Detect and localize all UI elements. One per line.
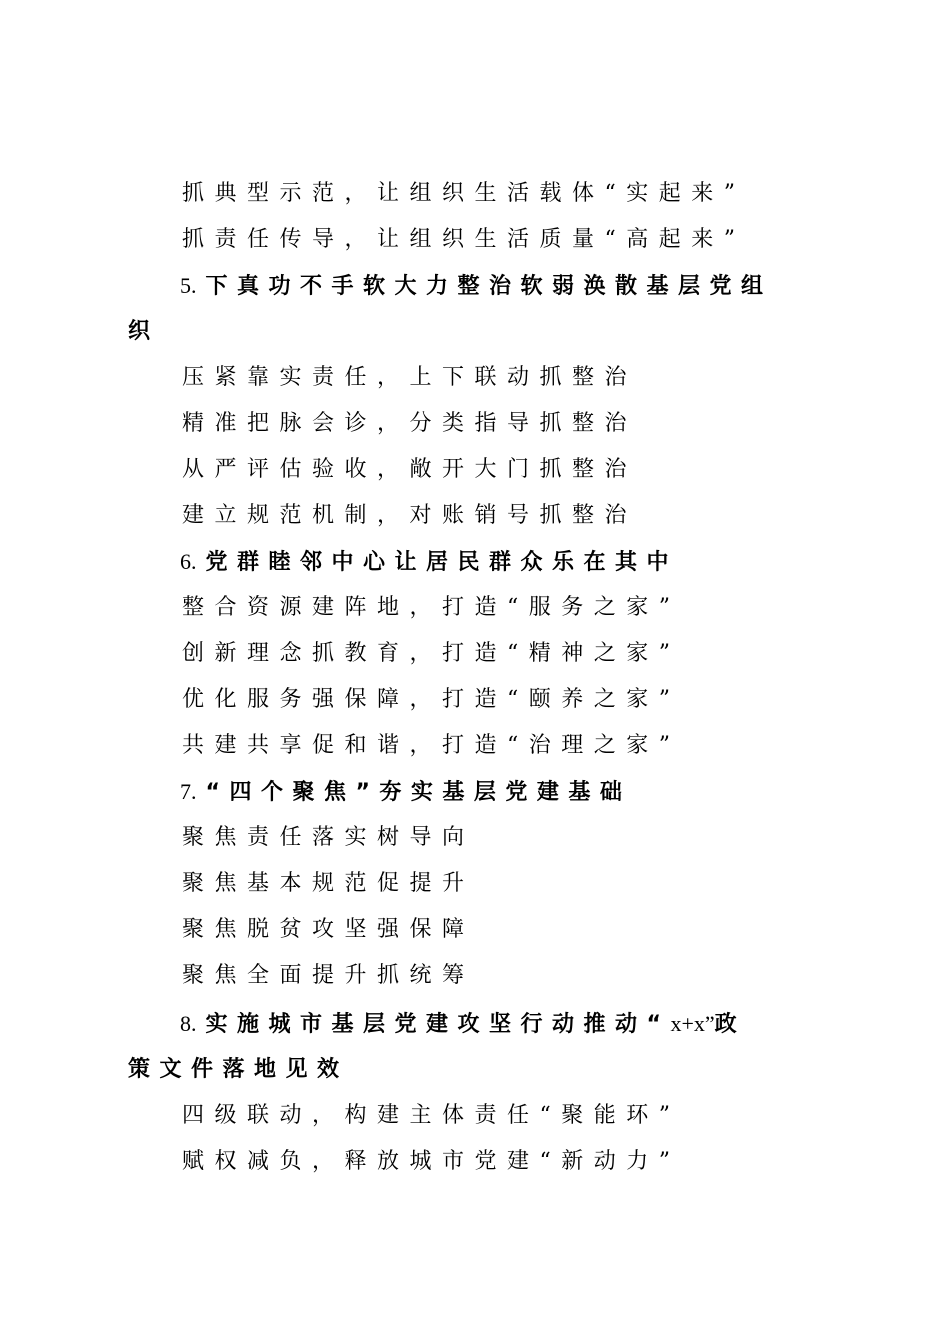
section-title-end: 政 <box>714 1012 747 1037</box>
section-title: 下真功不手软大力整治软弱涣散基层党组 <box>205 274 773 299</box>
list-item: 建立规范机制，对账销号抓整治 <box>182 503 638 528</box>
list-item: 创新理念抓教育，打造“精神之家” <box>182 641 681 666</box>
list-item: 优化服务强保障，打造“颐养之家” <box>182 687 681 712</box>
section-number: 5. <box>180 273 197 298</box>
list-item: 压紧靠实责任，上下联动抓整治 <box>182 365 638 390</box>
list-item: 聚焦脱贫攻坚强保障 <box>182 917 475 942</box>
section-8-heading-continuation: 策文件落地见效 <box>128 1057 349 1082</box>
list-item: 赋权减负，释放城市党建“新动力” <box>182 1149 681 1174</box>
section-7-heading <box>180 777 631 808</box>
section-number: 8. <box>180 1011 197 1036</box>
section-title: “四个聚焦”夯实基层党建基础 <box>205 780 632 805</box>
section-title: 实施城市基层党建攻坚行动推动“ <box>205 1012 671 1037</box>
list-item: 从严评估验收，敞开大门抓整治 <box>182 457 638 482</box>
text-line: 抓责任传导，让组织生活质量“高起来” <box>182 227 746 252</box>
list-item: 聚焦责任落实树导向 <box>182 825 475 850</box>
section-8-heading <box>180 1009 746 1040</box>
section-6-heading <box>180 547 678 578</box>
list-item: 整合资源建阵地，打造“服务之家” <box>182 595 681 620</box>
list-item: 共建共享促和谐，打造“治理之家” <box>182 733 681 758</box>
section-title-latin: x+x” <box>670 1011 715 1036</box>
section-number: 7. <box>180 779 197 804</box>
section-title: 党群睦邻中心让居民群众乐在其中 <box>205 550 679 575</box>
text-line: 抓典型示范，让组织生活载体“实起来” <box>182 181 746 206</box>
section-5-heading <box>180 271 773 302</box>
section-number: 6. <box>180 549 197 574</box>
list-item: 聚焦基本规范促提升 <box>182 871 475 896</box>
list-item: 精准把脉会诊，分类指导抓整治 <box>182 411 638 436</box>
list-item: 聚焦全面提升抓统筹 <box>182 963 475 988</box>
list-item: 四级联动，构建主体责任“聚能环” <box>182 1103 681 1128</box>
section-5-heading-continuation: 织 <box>128 319 160 344</box>
